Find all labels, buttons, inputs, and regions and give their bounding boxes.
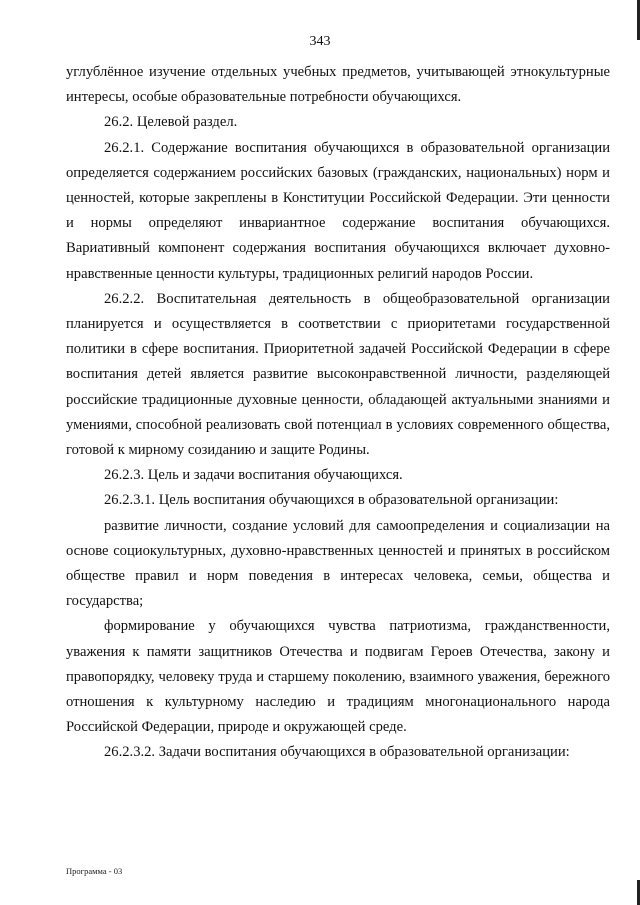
paragraph-26-2-1: 26.2.1. Содержание воспитания обучающихся в образовательной организации определяется содержанием российских базовых (гражданских, национальных) норм и ценностей, которые закреплены в Конституции Российской Федерации. Эти ценности и нормы определяют инвариантное содержание воспитания обучающихся. Вариативный компонент содержания воспитания обучающихся включает духовно-нравственные ценности культуры, традиционных религий народов России. xyxy=(66,139,610,282)
paragraph-goal-patriotism: формирование у обучающихся чувства патриотизма, гражданственности, уважения к памяти защитников Отечества и подвигам Героев Отечества, закону и правопорядку, человеку труда и старшему поколению, взаимного уважения, бережного отношения к культурному наследию и традициям многонационального народа Российской Федерации, природе и окружающей среде. xyxy=(66,618,610,736)
paragraph-26-2-2: 26.2.2. Воспитательная деятельность в общеобразовательной организации планируется и осуществляется в соответствии с приоритетами государственной политики в сфере воспитания. Приоритетной задачей Российской Федерации в сфере воспитания детей является развитие высоконравственной личности, разделяющей российские традиционные духовные ценности, обладающей актуальными знаниями и умениями, способной реализовать свой потенциал в условиях современного общества, готовой к мирному созиданию и защите Родины. xyxy=(66,290,610,459)
paragraph-26-2-3-1: 26.2.3.1. Цель воспитания обучающихся в образовательной организации: xyxy=(104,492,559,509)
paragraph-continuation: углублённое изучение отдельных учебных предметов, учитывающей этнокультурные интересы, особые образовательные потребности обучающихся. xyxy=(66,64,610,106)
section-heading-goals: 26.2.3. Цель и задачи воспитания обучающихся. xyxy=(104,467,403,484)
paragraph-26-2-3-2: 26.2.3.2. Задачи воспитания обучающихся в образовательной организации: xyxy=(104,744,570,761)
section-heading-target: 26.2. Целевой раздел. xyxy=(104,114,238,131)
document-footer: Программа - 03 xyxy=(66,866,123,876)
page-number: 343 xyxy=(309,34,331,49)
document-body xyxy=(66,60,610,766)
paragraph-goal-development: развитие личности, создание условий для самоопределения и социализации на основе социокультурных, духовно-нравственных ценностей и принятых в российском обществе правил и норм поведения в интересах человека, семьи, общества и государства; xyxy=(66,517,610,610)
